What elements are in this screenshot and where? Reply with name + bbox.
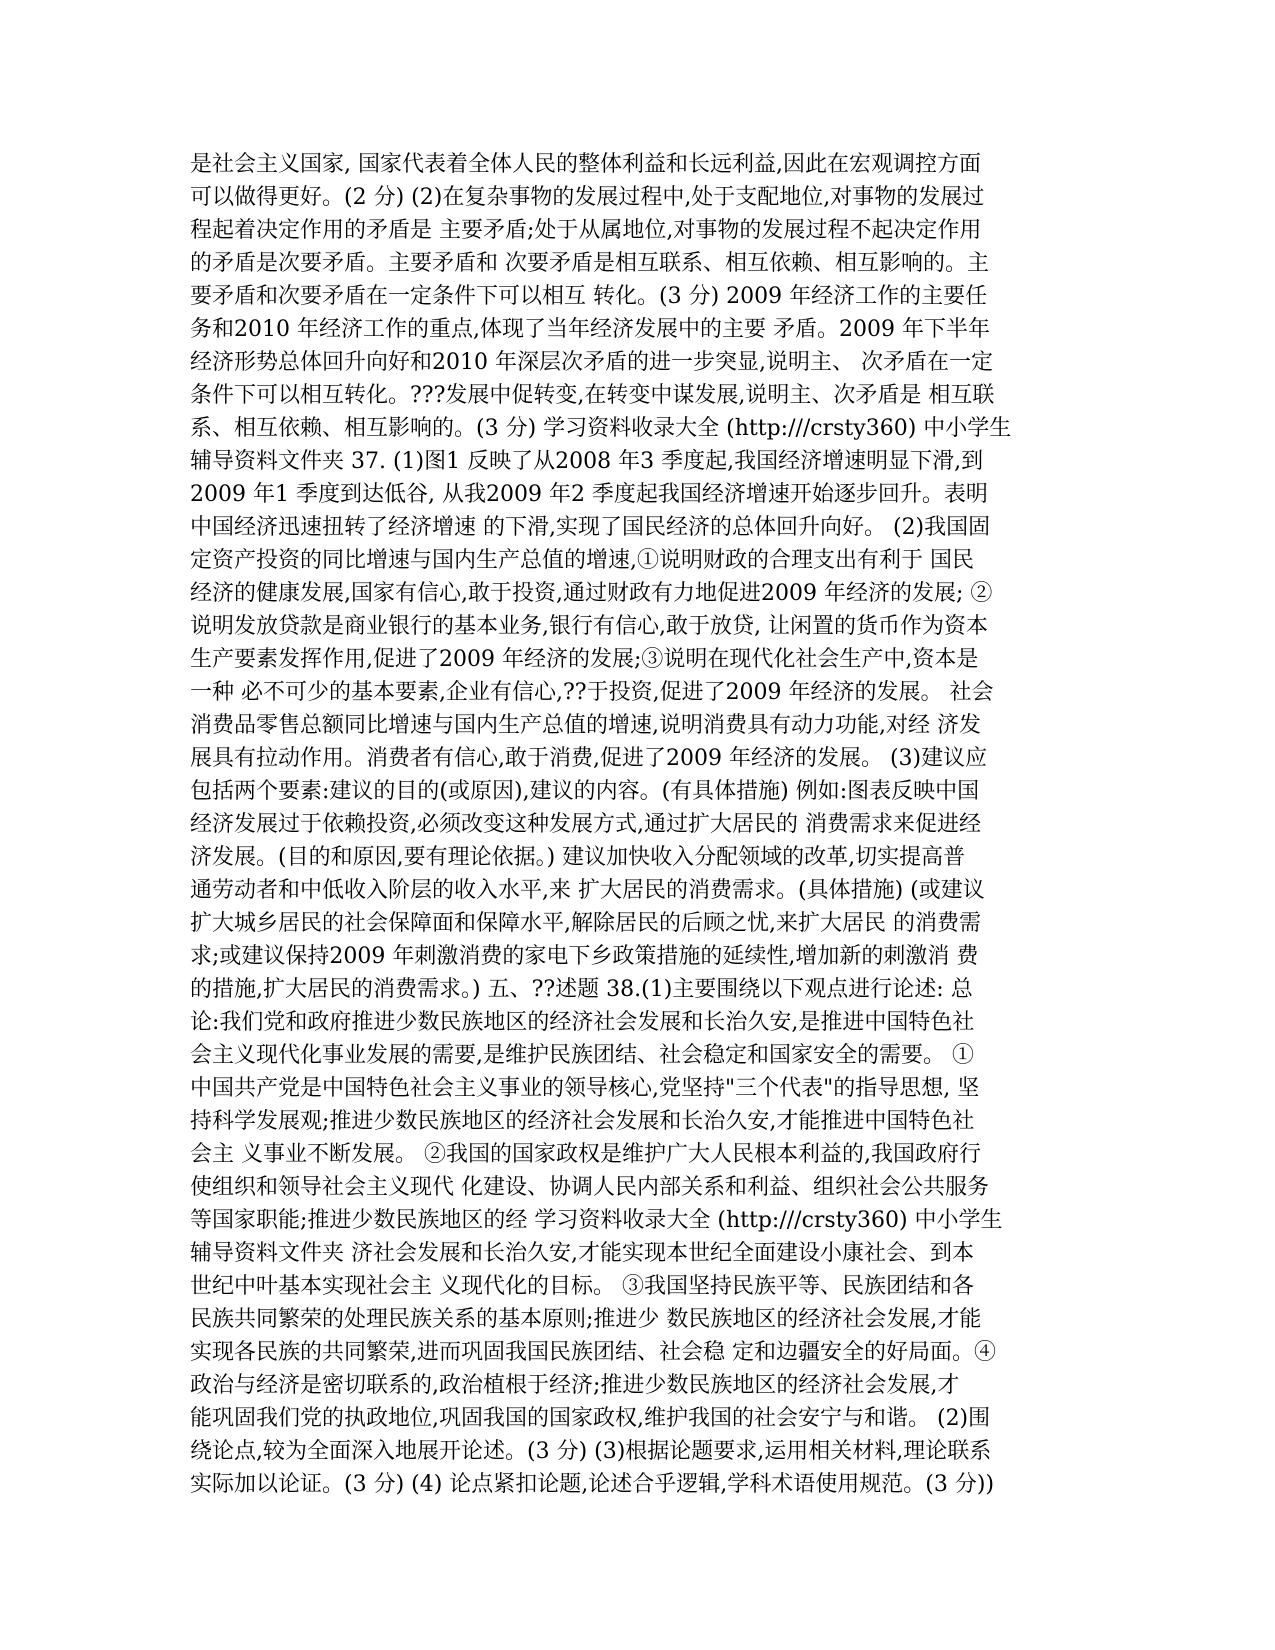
text-line: 程起着决定作用的矛盾是 主要矛盾;处于从属地位,对事物的发展过程不起决定作用 <box>190 218 982 243</box>
text-line: 经济的健康发展,国家有信心,敢于投资,通过财政有力地促进2009 年经济的发展; ② <box>190 581 993 606</box>
text-line: 会主义现代化事业发展的需要,是维护民族团结、社会稳定和国家安全的需要。 ① <box>190 1043 974 1068</box>
text-line: 一种 必不可少的基本要素,企业有信心,??于投资,促进了2009 年经济的发展。 社会 <box>190 680 994 705</box>
text-line: 经济发展过于依赖投资,必须改变这种发展方式,通过扩大居民的 消费需求来促进经 <box>190 812 981 837</box>
text-line: 消费品零售总额同比增速与国内生产总值的增速,说明消费具有动力功能,对经 济发 <box>190 713 981 738</box>
text-line: 使组织和领导社会主义现代 化建设、协调人民内部关系和利益、组织社会公共服务 <box>190 1175 989 1200</box>
text-line: 济发展。(目的和原因,要有理论依据。) 建议加快收入分配领域的改革,切实提高普 <box>190 845 966 870</box>
text-line: 系、相互依赖、相互影响的。(3 分) 学习资料收录大全 (http:///crsty360) 中小学生 <box>190 416 1012 441</box>
text-line: 条件下可以相互转化。???发展中促转变,在转变中谋发展,说明主、次矛盾是 相互联 <box>190 383 995 408</box>
text-line: 中国共产党是中国特色社会主义事业的领导核心,党坚持"三个代表"的指导思想, 坚 <box>190 1076 980 1101</box>
text-line: 会主 义事业不断发展。 ②我国的国家政权是维护广大人民根本利益的,我国政府行 <box>190 1142 981 1167</box>
text-line: 扩大城乡居民的社会保障面和保障水平,解除居民的后顾之忧,来扩大居民 的消费需 <box>190 911 981 936</box>
text-line: 持科学发展观;推进少数民族地区的经济社会发展和长治久安,才能推进中国特色社 <box>190 1109 975 1134</box>
text-line: 实际加以论证。(3 分) (4) 论点紧扣论题,论述合乎逻辑,学科术语使用规范。(3 分)) <box>190 1472 995 1497</box>
text-line: 绕论点,较为全面深入地展开论述。(3 分) (3)根据论题要求,运用相关材料,理论联系 <box>190 1439 992 1464</box>
text-line: 可以做得更好。(2 分) (2)在复杂事物的发展过程中,处于支配地位,对事物的发展过 <box>190 185 985 210</box>
text-line: 包括两个要素:建议的目的(或原因),建议的内容。(有具体措施) 例如:图表反映中国 <box>190 779 980 804</box>
text-line: 要矛盾和次要矛盾在一定条件下可以相互 转化。(3 分) 2009 年经济工作的主要任 <box>190 284 988 309</box>
text-line: 世纪中叶基本实现社会主 义现代化的目标。 ③我国坚持民族平等、民族团结和各 <box>190 1274 974 1299</box>
text-line: 政治与经济是密切联系的,政治植根于经济;推进少数民族地区的经济社会发展,才 <box>190 1373 960 1398</box>
text-line: 辅导资料文件夹 济社会发展和长治久安,才能实现本世纪全面建设小康社会、到本 <box>190 1241 974 1266</box>
body-text <box>190 148 1085 1501</box>
text-line: 的矛盾是次要矛盾。主要矛盾和 次要矛盾是相互联系、相互依赖、相互影响的。主 <box>190 251 989 276</box>
text-line: 的措施,扩大居民的消费需求。) 五、??述题 38.(1)主要围绕以下观点进行论述: 总 <box>190 977 973 1002</box>
text-line: 等国家职能;推进少数民族地区的经 学习资料收录大全 (http:///crsty360) 中小学生 <box>190 1208 1003 1233</box>
text-line: 是社会主义国家, 国家代表着全体人民的整体利益和长远利益,因此在宏观调控方面 <box>190 152 981 177</box>
text-line: 辅导资料文件夹 37. (1)图1 反映了从2008 年3 季度起,我国经济增速明显下滑,到 <box>190 449 984 474</box>
text-line: 展具有拉动作用。消费者有信心,敢于消费,促进了2009 年经济的发展。 (3)建议应 <box>190 746 988 771</box>
text-line: 中国经济迅速扭转了经济增速 的下滑,实现了国民经济的总体回升向好。 (2)我国固 <box>190 515 991 540</box>
text-line: 经济形势总体回升向好和2010 年深层次矛盾的进一步突显,说明主、 次矛盾在一定 <box>190 350 993 375</box>
text-line: 能巩固我们党的执政地位,巩固我国的国家政权,维护我国的社会安宁与和谐。 (2)围 <box>190 1406 991 1431</box>
text-line: 2009 年1 季度到达低谷, 从我2009 年2 季度起我国经济增速开始逐步回升。表明 <box>190 482 988 507</box>
text-line: 通劳动者和中低收入阶层的收入水平,来 扩大居民的消费需求。(具体措施) (或建议 <box>190 878 985 903</box>
text-line: 论:我们党和政府推进少数民族地区的经济社会发展和长治久安,是推进中国特色社 <box>190 1010 975 1035</box>
text-line: 说明发放贷款是商业银行的基本业务,银行有信心,敢于放贷, 让闲置的货币作为资本 <box>190 614 988 639</box>
text-line: 实现各民族的共同繁荣,进而巩固我国民族团结、社会稳 定和边疆安全的好局面。④ <box>190 1340 996 1365</box>
text-line: 民族共同繁荣的处理民族关系的基本原则;推进少 数民族地区的经济社会发展,才能 <box>190 1307 982 1332</box>
text-line: 生产要素发挥作用,促进了2009 年经济的发展;③说明在现代化社会生产中,资本是 <box>190 647 979 672</box>
text-line: 求;或建议保持2009 年刺激消费的家电下乡政策措施的延续性,增加新的刺激消 费 <box>190 944 979 969</box>
text-line: 务和2010 年经济工作的重点,体现了当年经济发展中的主要 矛盾。2009 年下半年 <box>190 317 990 342</box>
text-line: 定资产投资的同比增速与国内生产总值的增速,①说明财政的合理支出有利于 国民 <box>190 548 974 573</box>
